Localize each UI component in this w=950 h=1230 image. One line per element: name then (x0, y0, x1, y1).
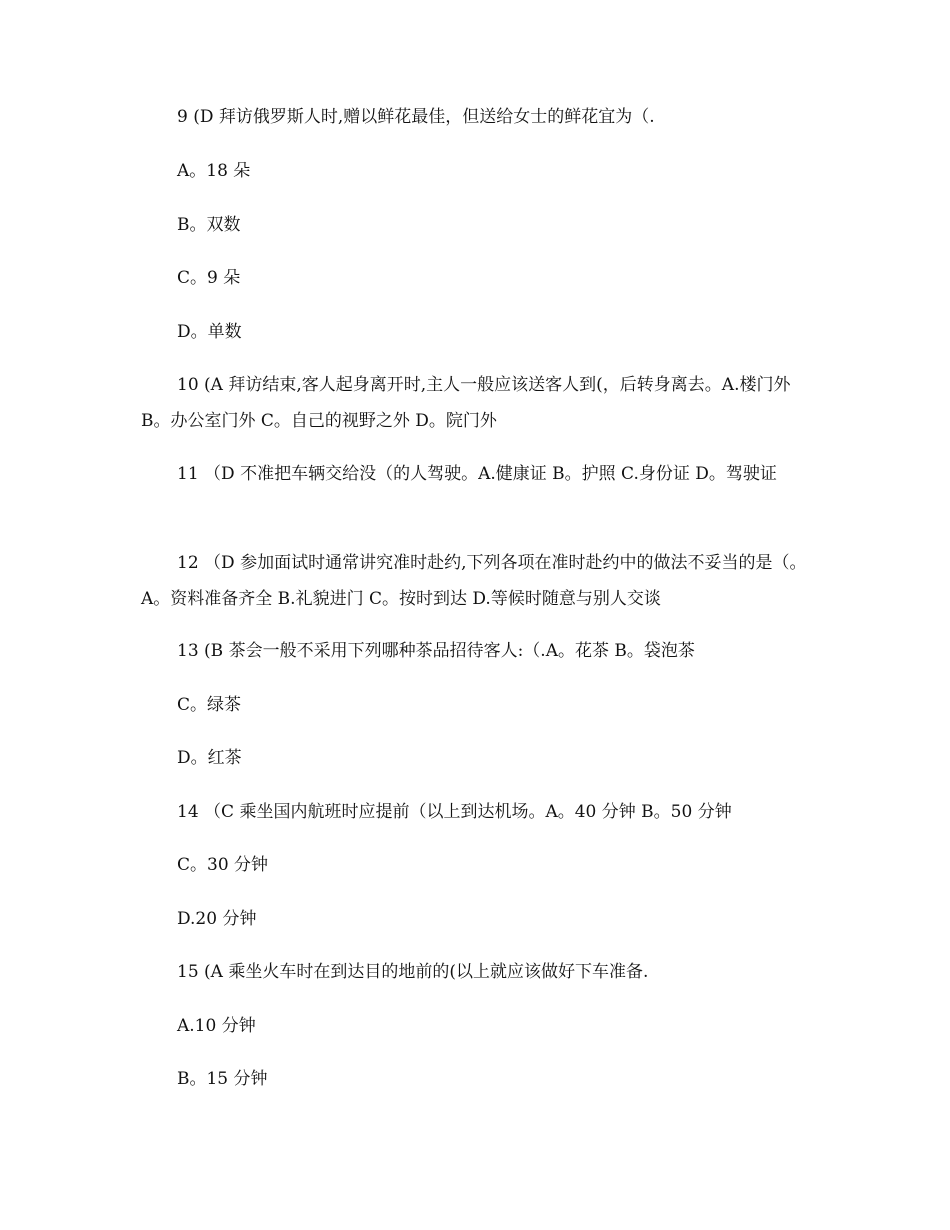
question-13-option-c: C。绿茶 (177, 695, 242, 715)
question-9-option-d: D。单数 (177, 322, 242, 342)
question-10: 10 (A 拜访结束,客人起身离开时,主人一般应该送客人到(，后转身离去。A.楼门外 B。办公室门外 C。自己的视野之外 D。院门外 (141, 375, 791, 431)
question-9-option-c: C。9 朵 (177, 268, 241, 288)
question-9-option-b: B。双数 (177, 215, 241, 235)
question-14-option-d: D.20 分钟 (177, 909, 257, 929)
question-13: 13 (B 茶会一般不采用下列哪种茶品招待客人:（.A。花茶 B。袋泡茶 (177, 641, 695, 661)
question-15-option-b: B。15 分钟 (177, 1069, 268, 1089)
question-9-option-a: A。18 朵 (177, 161, 251, 181)
question-15-option-a: A.10 分钟 (177, 1016, 256, 1036)
question-12: 12 （D 参加面试时通常讲究准时赴约,下列各项在准时赴约中的做法不妥当的是（。A。资料准备齐全 B.礼貌进门 C。按时到达 D.等候时随意与别人交谈 (141, 553, 807, 609)
question-14-option-c: C。30 分钟 (177, 855, 269, 875)
question-11: 11 （D 不准把车辆交给没（的人驾驶。A.健康证 B。护照 C.身份证 D。驾驶证 (177, 464, 777, 484)
question-13-option-d: D。红茶 (177, 748, 242, 768)
question-14: 14 （C 乘坐国内航班时应提前（以上到达机场。A。40 分钟 B。50 分钟 (177, 802, 732, 822)
question-15: 15 (A 乘坐火车时在到达目的地前的(以上就应该做好下车准备. (177, 962, 649, 982)
question-9: 9 (D 拜访俄罗斯人时,赠以鲜花最佳，但送给女士的鲜花宜为（. (177, 107, 655, 127)
